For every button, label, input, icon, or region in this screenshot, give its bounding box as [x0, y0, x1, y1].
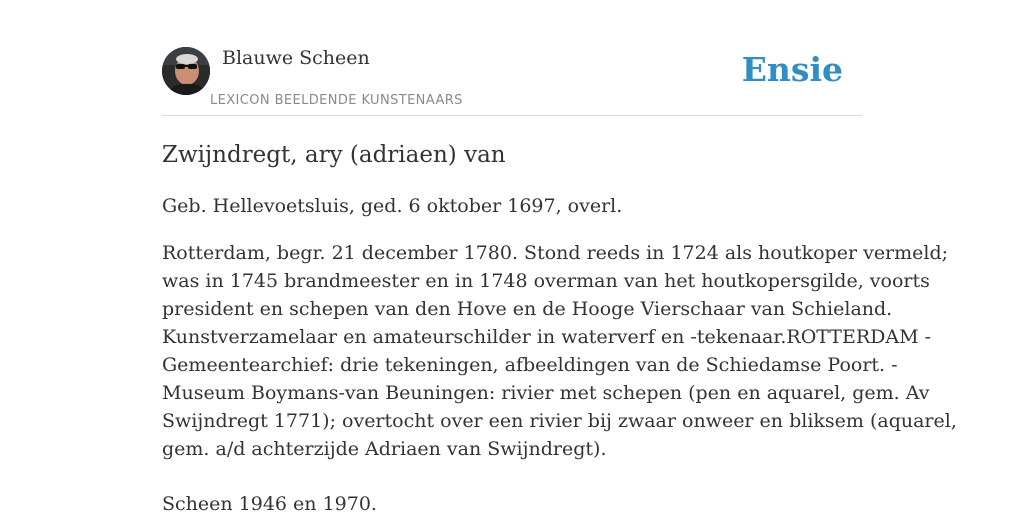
header	[162, 46, 862, 116]
paragraph-line: Rotterdam, begr. 21 december 1780. Stond reeds in 1724 als houtkoper vermeld;	[162, 242, 949, 264]
paragraph-line: Swijndregt 1771); overtocht over een rivier bij zwaar onweer en bliksem (aquarel,	[162, 410, 957, 432]
paragraph-line: president en schepen van den Hove en de Hooge Vierschaar van Schieland.	[162, 298, 893, 320]
header-divider	[162, 115, 862, 116]
paragraph-line: Museum Boymans-van Beuningen: rivier met schepen (pen en aquarel, gem. Av	[162, 382, 930, 404]
paragraph-line: gem. a/d achterzijde Adriaen van Swijndregt).	[162, 438, 607, 460]
collection-label: LEXICON BEELDENDE KUNSTENAARS	[210, 93, 463, 108]
author-name-link[interactable]: Blauwe Scheen	[222, 47, 370, 69]
brand-logo-link[interactable]: Ensie	[741, 50, 843, 89]
paragraph-line: was in 1745 brandmeester en in 1748 overman van het houtkopersgilde, voorts	[162, 270, 930, 292]
author-avatar[interactable]	[162, 47, 210, 95]
paragraph-line: Kunstverzamelaar en amateurschilder in waterverf en -tekenaar.ROTTERDAM -	[162, 326, 932, 348]
article-paragraph-3: Scheen 1946 en 1970.	[162, 493, 377, 512]
article-paragraph-2	[162, 239, 957, 463]
article-title: Zwijndregt, ary (adriaen) van	[162, 142, 506, 168]
avatar-icon	[162, 47, 210, 95]
article-paragraph-1: Geb. Hellevoetsluis, ged. 6 oktober 1697, overl.	[162, 195, 623, 217]
paragraph-line: Gemeentearchief: drie tekeningen, afbeeldingen van de Schiedamse Poort. -	[162, 354, 898, 376]
